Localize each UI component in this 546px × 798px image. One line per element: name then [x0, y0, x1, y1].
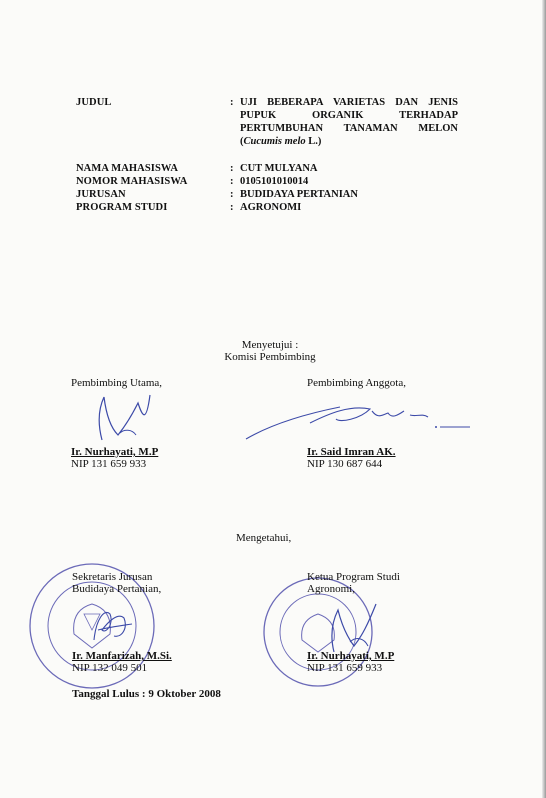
approval-heading-2: Komisi Pembimbing [224, 351, 316, 363]
signature-nurhayati [80, 385, 170, 445]
colon: : [230, 163, 234, 174]
approval-right-nip: NIP 130 687 644 [307, 458, 383, 470]
label-nomor: NOMOR MAHASISWA [76, 176, 188, 187]
acknowledge-heading: Mengetahui, [236, 532, 292, 544]
approval-heading-1: Menyetujui : [241, 339, 299, 351]
signature-nurhayati-2 [320, 596, 390, 656]
value-nama: CUT MULYANA [240, 163, 318, 174]
judul-colon: : [230, 97, 234, 108]
judul-line-4 [240, 135, 458, 148]
acknowledge-right-role-2: Agronomi, [307, 583, 355, 595]
page-edge-shadow [542, 0, 546, 798]
judul-line-2: PUPUK ORGANIK TERHADAP [240, 110, 458, 121]
colon: : [230, 189, 234, 200]
graduation-date: Tanggal Lulus : 9 Oktober 2008 [72, 688, 221, 700]
acknowledge-left-role-2: Budidaya Pertanian, [72, 583, 162, 595]
approval-right-name: Ir. Said Imran AK. [307, 446, 396, 458]
label-jurusan: JURUSAN [76, 189, 126, 200]
acknowledge-right-role-1: Ketua Program Studi [307, 571, 400, 583]
approval-heading [180, 339, 360, 363]
value-nomor: 0105101010014 [240, 176, 309, 187]
colon: : [230, 202, 234, 213]
acknowledge-right-nip: NIP 131 659 933 [307, 662, 383, 674]
approval-left-role: Pembimbing Utama, [71, 377, 163, 389]
colon: : [230, 176, 234, 187]
approval-left-nip: NIP 131 659 933 [71, 458, 147, 470]
judul-line-3: PERTUMBUHAN TANAMAN MELON [240, 123, 458, 134]
signature-said-imran [240, 395, 480, 445]
species-author: L.) [305, 136, 322, 147]
species-name: Cucumis melo [243, 136, 306, 147]
paren-open: ( [240, 136, 244, 147]
acknowledge-right-role [307, 571, 400, 595]
value-jurusan: BUDIDAYA PERTANIAN [240, 189, 358, 200]
colons [230, 162, 234, 214]
acknowledge-left-role-1: Sekretaris Jurusan [72, 571, 153, 583]
label-nama: NAMA MAHASISWA [76, 163, 179, 174]
signature-manfarizah [84, 600, 144, 650]
judul-line-1: UJI BEBERAPA VARIETAS DAN JENIS [240, 97, 458, 108]
label-prodi: PROGRAM STUDI [76, 202, 168, 213]
acknowledge-left-name: Ir. Manfarizah, M.Si. [72, 650, 172, 662]
judul-label: JUDUL [76, 97, 112, 108]
approval-left-name: Ir. Nurhayati, M.P [71, 446, 159, 458]
acknowledge-right-name: Ir. Nurhayati, M.P [307, 650, 395, 662]
student-values [240, 162, 358, 214]
approval-right-role: Pembimbing Anggota, [307, 377, 406, 389]
judul-value [240, 96, 458, 148]
value-prodi: AGRONOMI [240, 202, 302, 213]
acknowledge-left-nip: NIP 132 049 501 [72, 662, 148, 674]
acknowledge-left-role [72, 571, 161, 595]
